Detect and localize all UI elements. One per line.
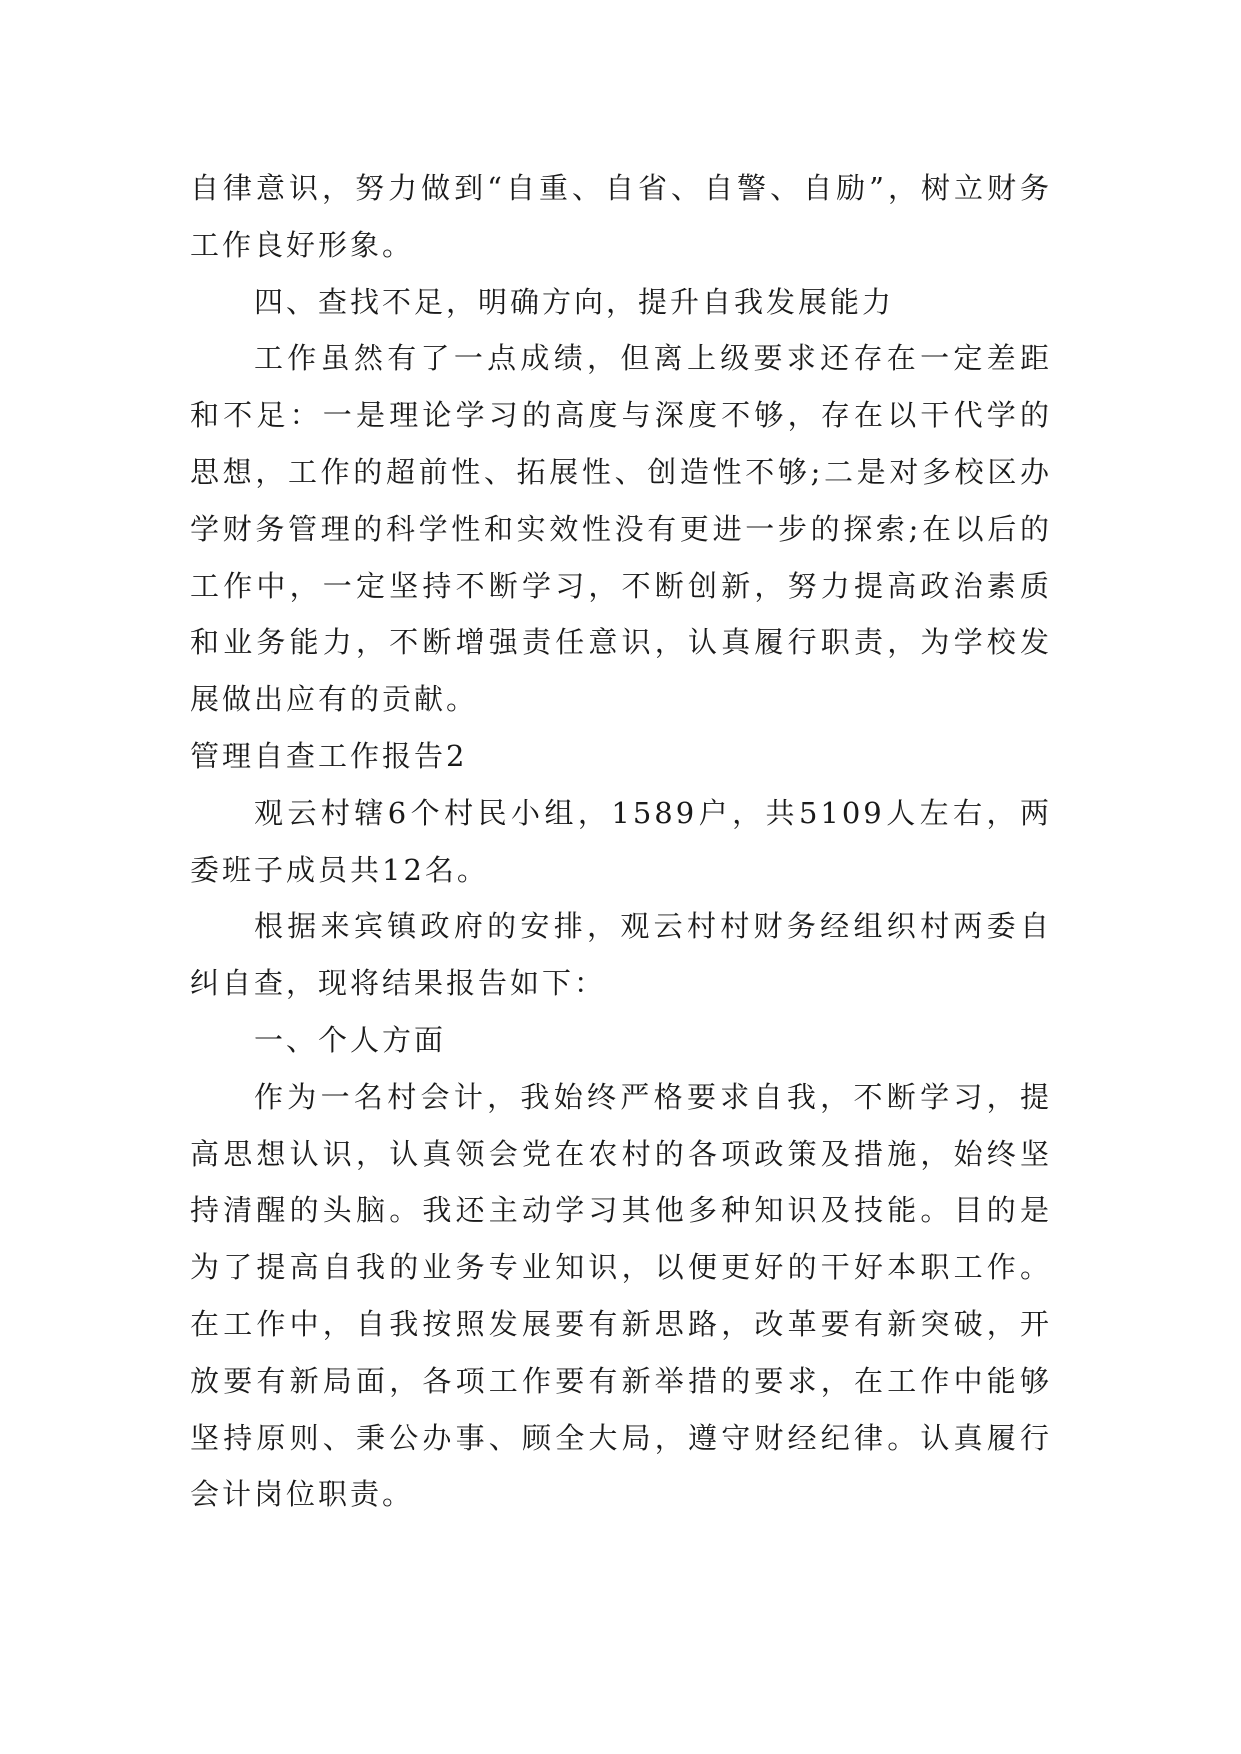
report-title: 管理自查工作报告2 [190,738,468,773]
section-heading-one: 一、个人方面 [254,1022,447,1057]
paragraph-personal: 作为一名村会计，我始终严格要求自我，不断学习，提高思想认识，认真领会党在农村的各项政策及措施，始终坚持清醒的头脑。我还主动学习其他多种知识及技能。目的是为了提高自我的业务专业知识，以便更好的干好本职工作。在工作中，自我按照发展要有新思路，改革要有新突破，开放要有新局面，各项工作要有新举措的要求，在工作中能够坚持原则、秉公办事、顾全大局，遵守财经纪律。认真履行会计岗位职责。 [190,1079,1052,1512]
paragraph-shortcomings: 工作虽然有了一点成绩，但离上级要求还存在一定差距和不足：一是理论学习的高度与深度不够，存在以干代学的思想，工作的超前性、拓展性、创造性不够;二是对多校区办学财务管理的科学性和实效性没有更进一步的探索;在以后的工作中，一定坚持不断学习，不断创新，努力提高政治素质和业务能力，不断增强责任意识，认真履行职责，为学校发展做出应有的贡献。 [190,341,1052,717]
paragraph-village-overview: 观云村辖6个村民小组，1589户，共5109人左右，两委班子成员共12名。 [190,795,1052,887]
section-heading-four: 四、查找不足，明确方向，提升自我发展能力 [254,284,895,319]
paragraph-continuation: 自律意识，努力做到“自重、自省、自警、自励”，树立财务工作良好形象。 [190,171,1052,262]
document-body [190,160,1052,1523]
paragraph-arrangement: 根据来宾镇政府的安排，观云村村财务经组织村两委自纠自查，现将结果报告如下： [190,909,1052,1001]
